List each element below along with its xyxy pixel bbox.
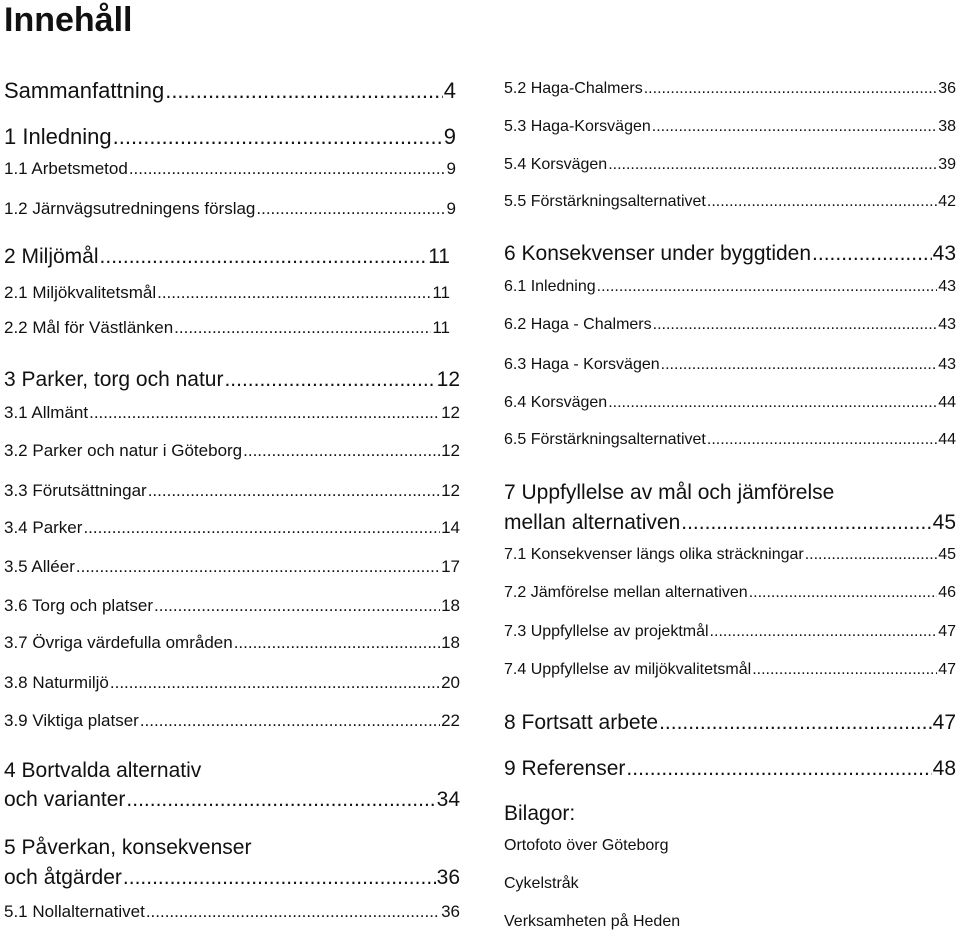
toc-entry-text: Sammanfattning <box>4 78 165 103</box>
toc-page-number: 22 <box>441 711 460 730</box>
toc-entry-text: 7.1 Konsekvenser längs olika sträckningar <box>504 546 804 563</box>
toc-entry-3[interactable] <box>4 367 460 392</box>
toc-page-number: 47 <box>932 711 956 734</box>
dot-leader <box>661 355 938 375</box>
toc-page-number: 18 <box>441 633 460 652</box>
toc-entry-text: 5.5 Förstärkningsalternativet <box>504 193 706 210</box>
toc-entry-1[interactable] <box>4 124 456 150</box>
toc-entry-text: 5.4 Korsvägen <box>504 156 608 173</box>
dot-leader <box>652 117 937 137</box>
toc-entry-text: 2.2 Mål för Västlänken <box>4 318 174 337</box>
toc-entry-text: 3 Parker, torg och natur <box>4 368 224 391</box>
toc-entry-text: 3.4 Parker <box>4 518 83 537</box>
toc-page-number: 18 <box>441 596 460 615</box>
toc-page-number: 12 <box>436 368 460 391</box>
toc-entry-3-7[interactable] <box>4 632 460 653</box>
toc-page-number: 47 <box>938 623 956 640</box>
toc-entry-text: 3.3 Förutsättningar <box>4 481 147 500</box>
dot-leader <box>707 430 937 450</box>
dot-leader <box>129 158 446 179</box>
dot-leader <box>89 402 440 423</box>
toc-entry-3-3[interactable] <box>4 480 460 501</box>
toc-page-number: 9 <box>446 159 456 178</box>
toc-entry-2-2[interactable] <box>4 317 450 338</box>
toc-entry-4[interactable] <box>4 758 460 812</box>
toc-entry-text: 2 Miljömål <box>4 245 99 268</box>
toc-page-number: 43 <box>938 316 956 333</box>
toc-entry-text: 1.2 Järnvägsutredningens förslag <box>4 199 256 218</box>
toc-entry-text-line2: mellan alternativen <box>504 511 681 534</box>
toc-entry-text: 1 Inledning <box>4 124 112 149</box>
toc-entry-text: 5.2 Haga-Chalmers <box>504 80 643 97</box>
dot-leader <box>707 192 937 212</box>
dot-leader <box>165 78 443 104</box>
toc-entry-5-2[interactable] <box>504 79 956 99</box>
dot-leader <box>256 198 445 219</box>
toc-entry-text-line2: och varianter <box>4 788 126 811</box>
toc-entry-3-2[interactable] <box>4 440 460 461</box>
toc-entry-3-5[interactable] <box>4 556 460 577</box>
toc-entry-7-2[interactable] <box>504 583 956 603</box>
toc-page-number: 38 <box>938 118 956 135</box>
toc-entry-5-3[interactable] <box>504 117 956 137</box>
appendix-item[interactable]: Cykelstråk <box>504 875 579 892</box>
toc-entry-text: 7.2 Jämförelse mellan alternativen <box>504 584 748 601</box>
toc-entry-3-4[interactable] <box>4 517 460 538</box>
toc-page-number: 11 <box>432 318 450 337</box>
toc-entry-text-line2: och åtgärder <box>4 866 122 889</box>
dot-leader <box>653 315 938 335</box>
toc-page-number: 4 <box>443 78 456 103</box>
dot-leader <box>597 277 938 297</box>
toc-entry-text: 5.3 Haga-Korsvägen <box>504 118 651 135</box>
toc-page-number: 42 <box>938 193 956 210</box>
dot-leader <box>608 155 937 175</box>
toc-entry-text: 3.6 Torg och platser <box>4 596 153 615</box>
toc-entry-text: 3.9 Viktiga platser <box>4 711 139 730</box>
toc-entry-text-line1: 4 Bortvalda alternativ <box>4 759 202 782</box>
toc-page-number: 9 <box>443 124 456 149</box>
toc-entry-text: 6 Konsekvenser under byggtiden <box>504 242 812 265</box>
toc-entry-text: 6.2 Haga - Chalmers <box>504 316 652 333</box>
dot-leader <box>123 865 436 890</box>
dot-leader <box>113 124 443 150</box>
toc-page-number: 36 <box>938 80 956 97</box>
toc-entry-text: 1.1 Arbetsmetod <box>4 159 128 178</box>
toc-page-number: 20 <box>441 673 460 692</box>
toc-entry-text: 5.1 Nollalternativet <box>4 902 145 921</box>
appendix-item[interactable]: Ortofoto över Göteborg <box>504 837 669 854</box>
dot-leader <box>140 710 440 731</box>
toc-entry-text: 3.1 Allmänt <box>4 403 89 422</box>
toc-entry-text-line1: 5 Påverkan, konsekvenser <box>4 836 252 859</box>
dot-leader <box>812 241 932 266</box>
toc-page-number: 11 <box>432 283 450 302</box>
toc-entry-text: 6.1 Inledning <box>504 278 596 295</box>
toc-page-number: 11 <box>428 245 450 268</box>
dot-leader <box>148 480 440 501</box>
toc-entry-6-1[interactable] <box>504 277 956 297</box>
toc-entry-6-2[interactable] <box>504 315 956 335</box>
dot-leader <box>805 545 937 565</box>
dot-leader <box>83 517 440 538</box>
toc-page-number: 43 <box>938 356 956 373</box>
toc-page-number: 43 <box>932 242 956 265</box>
dot-leader <box>100 244 428 269</box>
dot-leader <box>234 632 440 653</box>
toc-page-number: 45 <box>938 546 956 563</box>
toc-page-number: 12 <box>441 441 460 460</box>
toc-page-number: 44 <box>938 431 956 448</box>
dot-leader <box>110 672 440 693</box>
toc-entry-6-5[interactable] <box>504 430 956 450</box>
toc-page-number: 36 <box>436 866 460 889</box>
toc-entry-text: 2.1 Miljökvalitetsmål <box>4 283 157 302</box>
dot-leader <box>174 317 431 338</box>
dot-leader <box>644 79 937 99</box>
dot-leader <box>626 756 931 781</box>
toc-entry-7-4[interactable] <box>504 660 956 680</box>
toc-entry-7-3[interactable] <box>504 622 956 642</box>
toc-entry-text: 9 Referenser <box>504 757 626 780</box>
toc-page-number: 17 <box>441 557 460 576</box>
toc-page-number: 34 <box>436 788 460 811</box>
page-title: Innehåll <box>4 1 133 39</box>
dot-leader <box>157 282 431 303</box>
toc-entry-6-4[interactable] <box>504 393 956 413</box>
toc-entry-text: 3.8 Naturmiljö <box>4 673 109 692</box>
toc-page-number: 12 <box>441 481 460 500</box>
toc-page-number: 45 <box>932 511 956 534</box>
toc-page-number: 46 <box>938 584 956 601</box>
toc-entry-1-1[interactable] <box>4 158 456 179</box>
toc-entry-3-6[interactable] <box>4 595 460 616</box>
toc-entry-text: 7.4 Uppfyllelse av miljökvalitetsmål <box>504 661 752 678</box>
toc-page-number: 39 <box>938 156 956 173</box>
toc-entry-text: 3.2 Parker och natur i Göteborg <box>4 441 243 460</box>
dot-leader <box>146 901 440 922</box>
toc-entry-sammanfattning[interactable] <box>4 78 456 104</box>
toc-page-number: 47 <box>938 661 956 678</box>
dot-leader <box>659 710 932 735</box>
toc-entry-5-5[interactable] <box>504 192 956 212</box>
toc-entry-7-1[interactable] <box>504 545 956 565</box>
toc-entry-6-3[interactable] <box>504 355 956 375</box>
toc-page-number: 48 <box>932 757 956 780</box>
toc-entry-text: 6.5 Förstärkningsalternativet <box>504 431 706 448</box>
appendix-heading: Bilagor: <box>504 802 576 825</box>
toc-entry-1-2[interactable] <box>4 198 456 219</box>
toc-entry-text: 6.3 Haga - Korsvägen <box>504 356 660 373</box>
dot-leader <box>154 595 440 616</box>
toc-page-number: 12 <box>441 403 460 422</box>
toc-entry-3-9[interactable] <box>4 710 460 731</box>
toc-entry-3-8[interactable] <box>4 672 460 693</box>
dot-leader <box>126 787 435 812</box>
dot-leader <box>681 510 931 535</box>
appendix-item[interactable]: Verksamheten på Heden <box>504 913 681 930</box>
toc-entry-text-line1: 7 Uppfyllelse av mål och jämförelse <box>504 481 835 504</box>
toc-entry-8[interactable] <box>504 710 956 735</box>
toc-entry-5-4[interactable] <box>504 155 956 175</box>
toc-entry-text: 3.7 Övriga värdefulla områden <box>4 633 233 652</box>
toc-entry-2-1[interactable] <box>4 282 450 303</box>
toc-entry-text: 8 Fortsatt arbete <box>504 711 659 734</box>
toc-entry-text: 6.4 Korsvägen <box>504 394 608 411</box>
toc-entry-7[interactable] <box>504 480 956 535</box>
toc-entry-text: 7.3 Uppfyllelse av projektmål <box>504 623 709 640</box>
toc-page-number: 9 <box>446 199 456 218</box>
dot-leader <box>749 583 938 603</box>
dot-leader <box>224 367 435 392</box>
toc-entry-6[interactable] <box>504 241 956 266</box>
toc-page-number: 36 <box>441 902 460 921</box>
dot-leader <box>243 440 440 461</box>
toc-page-number: 44 <box>938 394 956 411</box>
toc-entry-5-1[interactable] <box>4 901 460 922</box>
toc-page-number: 14 <box>441 518 460 537</box>
dot-leader <box>752 660 937 680</box>
toc-entry-5[interactable] <box>4 835 460 890</box>
toc-entry-2[interactable] <box>4 244 450 269</box>
toc-entry-text: 3.5 Alléer <box>4 557 75 576</box>
toc-entry-3-1[interactable] <box>4 402 460 423</box>
dot-leader <box>710 622 938 642</box>
toc-page-number: 43 <box>938 278 956 295</box>
dot-leader <box>76 556 440 577</box>
dot-leader <box>608 393 937 413</box>
toc-entry-9[interactable] <box>504 756 956 781</box>
